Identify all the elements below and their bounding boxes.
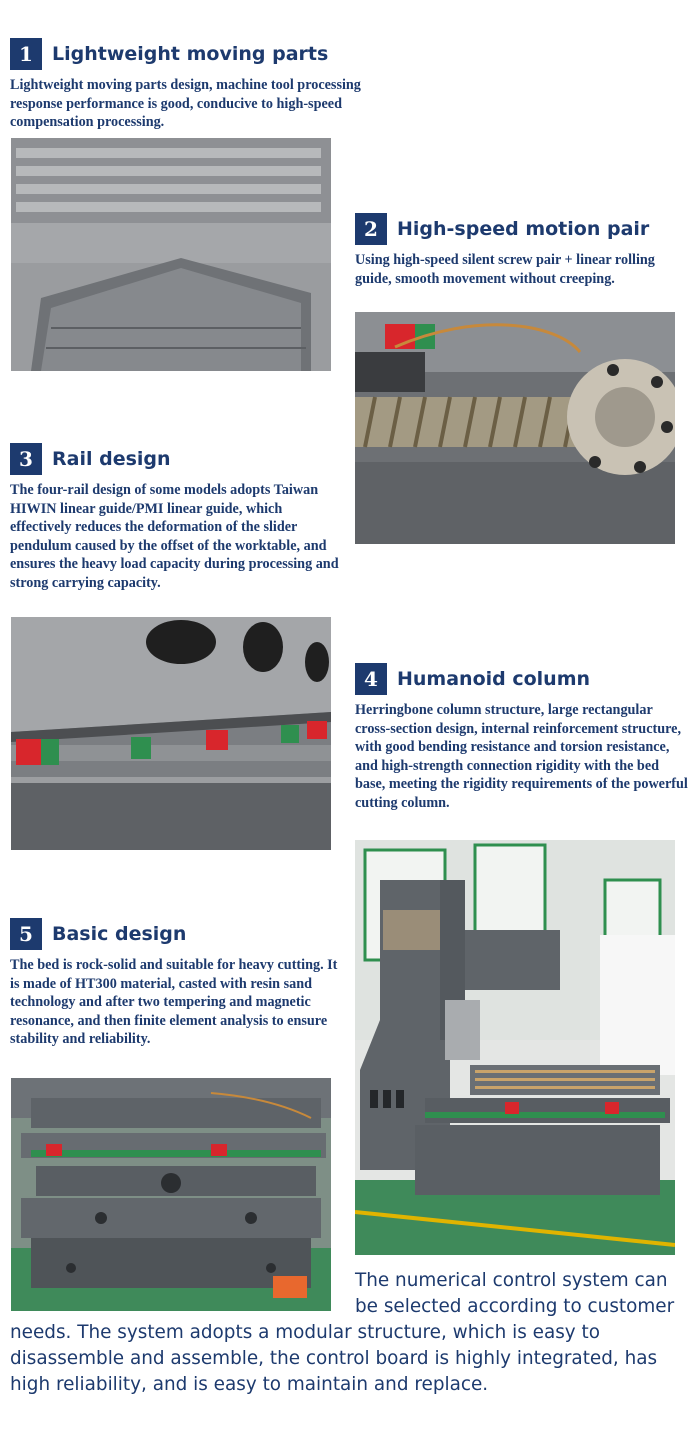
closing-paragraph: [10, 1268, 690, 1398]
section-1-title: Lightweight moving parts: [52, 43, 329, 65]
section-2-heading: [355, 213, 695, 245]
section-2-description: Using high-speed silent screw pair + linear rolling guide, smooth movement without creeping.: [355, 252, 655, 287]
section-2-title: High-speed motion pair: [397, 218, 650, 240]
section-4-description: Herringbone column structure, large rectangular cross-section design, internal reinforcement structure, with good bending resistance and torsion resistance, and high-strength connection rigidity with the bed base, meeting the rigidity requirements of the powerful cutting column.: [355, 702, 688, 811]
section-5-number-badge: 5: [10, 918, 42, 950]
photo-rail-design: [11, 617, 331, 850]
section-3-description: The four-rail design of some models adopts Taiwan HIWIN linear guide/PMI linear guide, which effectively reduces the deformation of the slider pendulum caused by the offset of the worktable, and ensures the heavy load capacity during processing and strong carrying capacity.: [10, 482, 339, 591]
closing-line-2: needs. The system adopts a modular structure, which is easy to disassemble and assemble, the control board is highly integrated, has high reliability, and is easy to maintain and replace.: [10, 1322, 658, 1395]
photo-humanoid-column: [355, 840, 675, 1255]
section-3-heading: [10, 443, 350, 475]
section-5: [10, 918, 350, 1049]
section-5-description: The bed is rock-solid and suitable for heavy cutting. It is made of HT300 material, casted with resin sand technology and after two tempering and magnetic resonance, and then finite element analysis to ensure stability and reliability.: [10, 957, 338, 1047]
section-5-heading: [10, 918, 350, 950]
section-4-heading: [355, 663, 695, 695]
section-4-title: Humanoid column: [397, 668, 591, 690]
section-2-number-badge: 2: [355, 213, 387, 245]
section-1-heading: [10, 38, 390, 70]
section-1-number-badge: 1: [10, 38, 42, 70]
section-3-title: Rail design: [52, 448, 171, 470]
section-4: [355, 663, 695, 812]
section-1: [10, 38, 390, 132]
section-4-number-badge: 4: [355, 663, 387, 695]
section-3-number-badge: 3: [10, 443, 42, 475]
section-1-description: Lightweight moving parts design, machine tool processing response performance is good, conducive to high-speed compensation processing.: [10, 77, 361, 130]
section-3: [10, 443, 350, 592]
closing-line-1: The numerical control system can be selected according to customer: [355, 1270, 675, 1317]
photo-screw-and-guide: [355, 312, 675, 544]
section-2: [355, 213, 695, 288]
section-5-title: Basic design: [52, 923, 187, 945]
photo-lightweight-moving-parts: [11, 138, 331, 371]
